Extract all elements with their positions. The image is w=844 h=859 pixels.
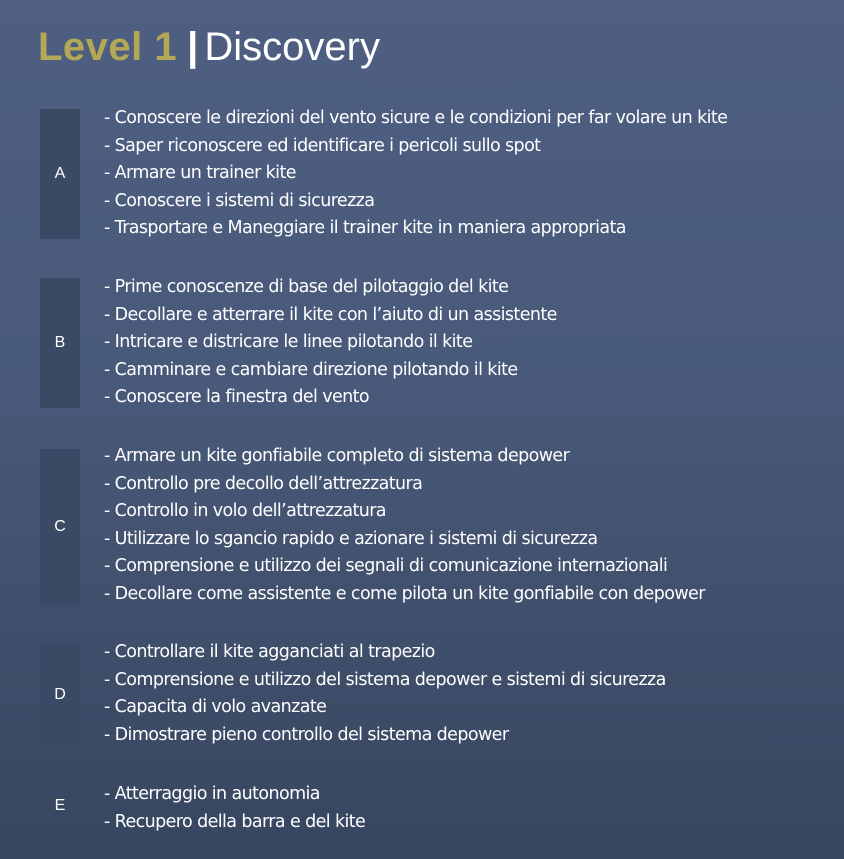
list-item: - Trasportare e Maneggiare il trainer kite in maniera appropriata bbox=[104, 218, 626, 239]
list-item: - Conoscere la finestra del vento bbox=[104, 387, 370, 408]
list-item: - Intricare e districare le linee pilotando il kite bbox=[104, 332, 473, 353]
level-name: Discovery bbox=[204, 25, 380, 69]
section-d-list bbox=[104, 639, 666, 749]
list-item: - Recupero della barra e del kite bbox=[104, 811, 366, 832]
section-e-list bbox=[104, 781, 365, 836]
list-item: - Prime conoscenze di base del pilotaggio del kite bbox=[104, 277, 509, 297]
list-item: - Comprensione e utilizzo del sistema depower e sistemi di sicurezza bbox=[104, 669, 666, 690]
list-item: - Saper riconoscere ed identificare i pericoli sullo spot bbox=[104, 135, 541, 156]
list-item: - Controllo in volo dell’attrezzatura bbox=[104, 501, 386, 522]
section-b-list bbox=[104, 274, 557, 412]
level-label: Level 1 bbox=[38, 25, 178, 69]
section-label-e: E bbox=[54, 797, 66, 814]
list-item: - Conoscere le direzioni del vento sicure e le condizioni per far volare un kite bbox=[104, 108, 728, 128]
list-item: - Controllo pre decollo dell’attrezzatura bbox=[104, 473, 423, 494]
list-item: - Controllare il kite agganciati al trapezio bbox=[104, 642, 435, 662]
list-item: - Comprensione e utilizzo dei segnali di comunicazione internazionali bbox=[104, 556, 668, 577]
section-label-b: B bbox=[40, 278, 80, 408]
list-item: - Utilizzare lo sgancio rapido e azionare i sistemi di sicurezza bbox=[104, 528, 598, 549]
list-item: - Conoscere i sistemi di sicurezza bbox=[104, 190, 375, 211]
list-item: - Dimostrare pieno controllo del sistema depower bbox=[104, 724, 509, 745]
section-a-list bbox=[104, 105, 727, 243]
section-label-c: C bbox=[40, 449, 80, 605]
list-item: - Atterraggio in autonomia bbox=[104, 784, 320, 804]
list-item: - Decollare come assistente e come pilota un kite gonfiabile con depower bbox=[104, 583, 705, 604]
list-item: - Decollare e atterrare il kite con l’aiuto di un assistente bbox=[104, 304, 557, 325]
page-title bbox=[38, 22, 380, 72]
list-item: - Capacita di volo avanzate bbox=[104, 697, 327, 718]
list-item: - Armare un trainer kite bbox=[104, 163, 296, 184]
list-item: - Armare un kite gonfiabile completo di sistema depower bbox=[104, 446, 570, 466]
list-item: - Camminare e cambiare direzione pilotando il kite bbox=[104, 359, 518, 380]
title-separator: | bbox=[187, 25, 199, 69]
section-label-a: A bbox=[40, 109, 80, 239]
section-label-d: D bbox=[40, 644, 80, 746]
section-c-list bbox=[104, 443, 705, 609]
